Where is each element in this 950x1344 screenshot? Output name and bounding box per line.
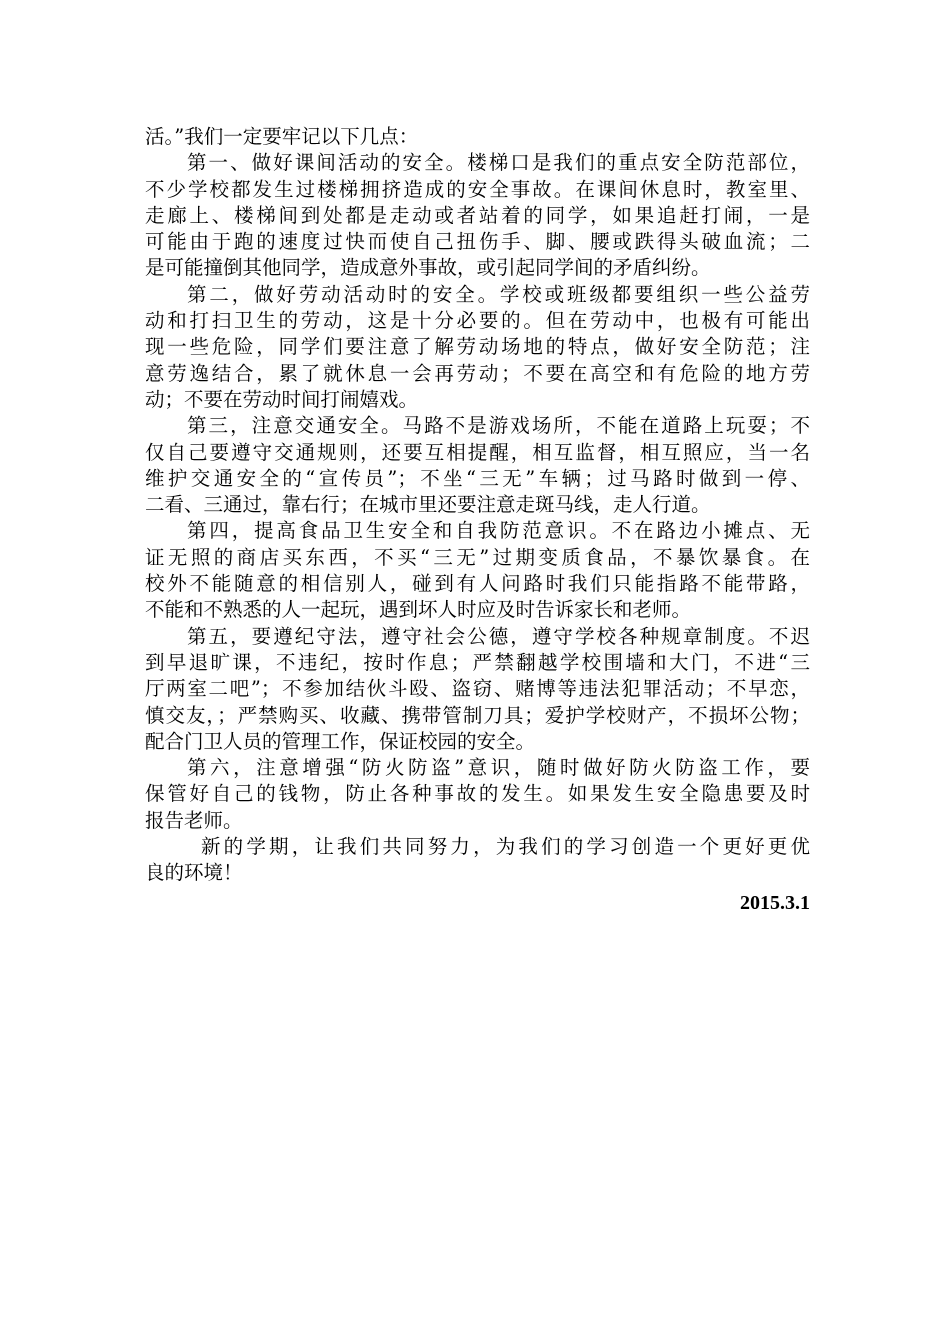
paragraph-3-line: 二看、三通过，靠右行；在城市里还要注意走斑马线，走人行道。 (145, 493, 711, 517)
paragraph-2-line: 现一些危险，同学们要注意了解劳动场地的特点，做好安全防范；注 (145, 335, 810, 359)
paragraph-4-line: 校外不能随意的相信别人，碰到有人问路时我们只能指路不能带路， (145, 572, 810, 596)
paragraph-5-line: 厅两室二吧”；不参加结伙斗殴、盗窃、赌博等违法犯罪活动；不早恋， (145, 677, 810, 701)
paragraph-3-line: 仅自己要遵守交通规则，还要互相提醒，相互监督，相互照应，当一名 (145, 440, 810, 464)
paragraph-1-line: 第一、做好课间活动的安全。楼梯口是我们的重点安全防范部位， (187, 151, 810, 175)
closing-paragraph-line: 新的学期，让我们共同努力，为我们的学习创造一个更好更优 (201, 835, 810, 859)
document-body (145, 124, 810, 917)
paragraph-1-line: 可能由于跑的速度过快而使自己扭伤手、脚、腰或跌得头破血流；二 (145, 230, 810, 254)
paragraph-6-line: 报告老师。 (145, 808, 243, 832)
paragraph-3-line: 第三，注意交通安全。马路不是游戏场所，不能在道路上玩耍；不 (187, 414, 810, 438)
paragraph-5-line: 第五，要遵纪守法，遵守社会公德，遵守学校各种规章制度。不迟 (187, 624, 810, 648)
paragraph-2-line: 意劳逸结合，累了就休息一会再劳动；不要在高空和有危险的地方劳 (145, 361, 810, 385)
paragraph-1-line: 是可能撞倒其他同学，造成意外事故，或引起同学间的矛盾纠纷。 (145, 256, 711, 280)
text-line: 活。”我们一定要牢记以下几点： (145, 125, 419, 148)
paragraph-6-line: 第六，注意增强“防火防盗”意识，随时做好防火防盗工作，要 (187, 756, 810, 780)
paragraph-4-line: 第四，提高食品卫生安全和自我防范意识。不在路边小摊点、无 (187, 519, 810, 543)
paragraph-4-line: 不能和不熟悉的人一起玩，遇到坏人时应及时告诉家长和老师。 (145, 598, 692, 622)
paragraph-6-line: 保管好自己的钱物，防止各种事故的发生。如果发生安全隐患要及时 (145, 782, 810, 806)
paragraph-2-line: 第二，做好劳动活动时的安全。学校或班级都要组织一些公益劳 (187, 282, 810, 306)
paragraph-2-line: 动和打扫卫生的劳动，这是十分必要的。但在劳动中，也极有可能出 (145, 309, 810, 333)
paragraph-5-line: 配合门卫人员的管理工作，保证校园的安全。 (145, 729, 536, 753)
paragraph-1-line: 不少学校都发生过楼梯拥挤造成的安全事故。在课间休息时，教室里、 (145, 177, 810, 201)
paragraph-5-line: 慎交友，；严禁购买、收藏、携带管制刀具；爱护学校财产，不损坏公物； (145, 703, 810, 727)
document-date: 2015.3.1 (740, 891, 810, 914)
paragraph-5-line: 到早退旷课，不违纪，按时作息；严禁翻越学校围墙和大门，不进“三 (145, 650, 810, 674)
paragraph-2-line: 动；不要在劳动时间打闹嬉戏。 (145, 387, 419, 411)
paragraph-1-line: 走廊上、楼梯间到处都是走动或者站着的同学，如果追赶打闹，一是 (145, 203, 810, 227)
paragraph-4-line: 证无照的商店买东西，不买“三无”过期变质食品，不暴饮暴食。在 (145, 545, 810, 569)
paragraph-3-line: 维护交通安全的“宣传员”；不坐“三无”车辆；过马路时做到一停、 (145, 466, 810, 490)
closing-paragraph-line: 良的环境！ (145, 861, 243, 885)
